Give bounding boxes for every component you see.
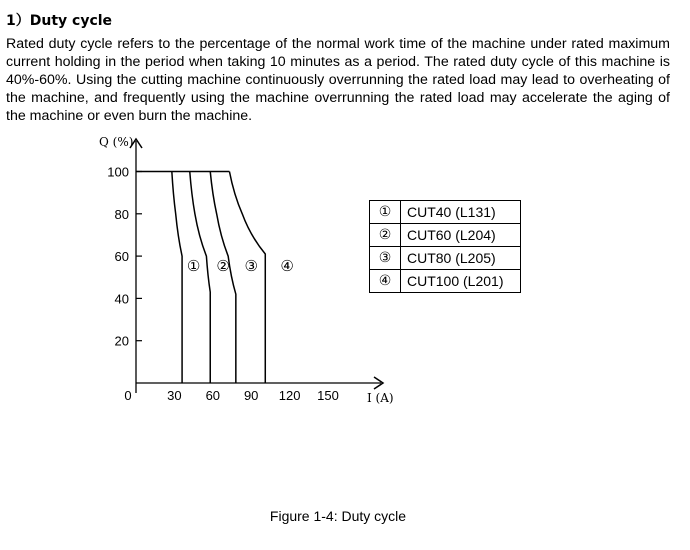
legend-model-label: CUT60 (L204) [401,224,521,247]
legend-row [370,270,521,293]
legend-marker: ② [370,224,401,247]
y-tick-label: 20 [114,333,129,349]
legend-marker: ③ [370,247,401,270]
series-marker-4: ④ [280,256,294,275]
figure-caption: Figure 1-4: Duty cycle [269,508,407,524]
x-axis-title: I (A) [367,391,394,405]
y-axis-title: Q (%) [99,135,134,149]
legend [369,200,521,293]
series-marker-2: ② [216,256,230,275]
series-line-1 [172,172,182,384]
y-tick-label: 80 [114,206,129,222]
legend-row [370,201,521,224]
series-line-2 [190,172,210,384]
x-tick-label: 90 [243,388,259,403]
x-tick-label: 0 [124,388,132,403]
legend-model-label: CUT100 (L201) [401,270,521,293]
legend-marker: ① [370,201,401,224]
x-tick-label: 30 [167,388,182,403]
series-line-4 [229,172,265,384]
legend-marker: ④ [370,270,401,293]
series-marker-1: ① [186,256,201,275]
legend-model-label: CUT80 (L205) [401,247,521,270]
legend-row [370,224,521,247]
series-marker-3: ③ [244,256,258,275]
x-tick-label: 60 [205,388,221,403]
series-line-3 [210,172,236,384]
legend-model-label: CUT40 (L131) [401,201,521,224]
duty-cycle-paragraph: Rated duty cycle refers to the percentage of the normal work time of the machine under rated maximum current holding in the period when taking 10 minutes as a period. The rated duty cycle of this machine is 40%-60%. Using the cutting machine continuously overrunning the rated load may lead to overheating of the machine, and frequently using the machine overrunning the rated load may accelerate the aging of the machine or even burn the machine. [6,36,670,124]
legend-row [370,247,521,270]
y-tick-label: 40 [114,291,129,307]
x-tick-label: 120 [278,388,301,403]
x-tick-label: 150 [317,388,339,403]
y-tick-label: 100 [107,164,129,180]
y-tick-label: 60 [114,249,129,265]
section-heading: 1）Duty cycle [6,13,113,29]
